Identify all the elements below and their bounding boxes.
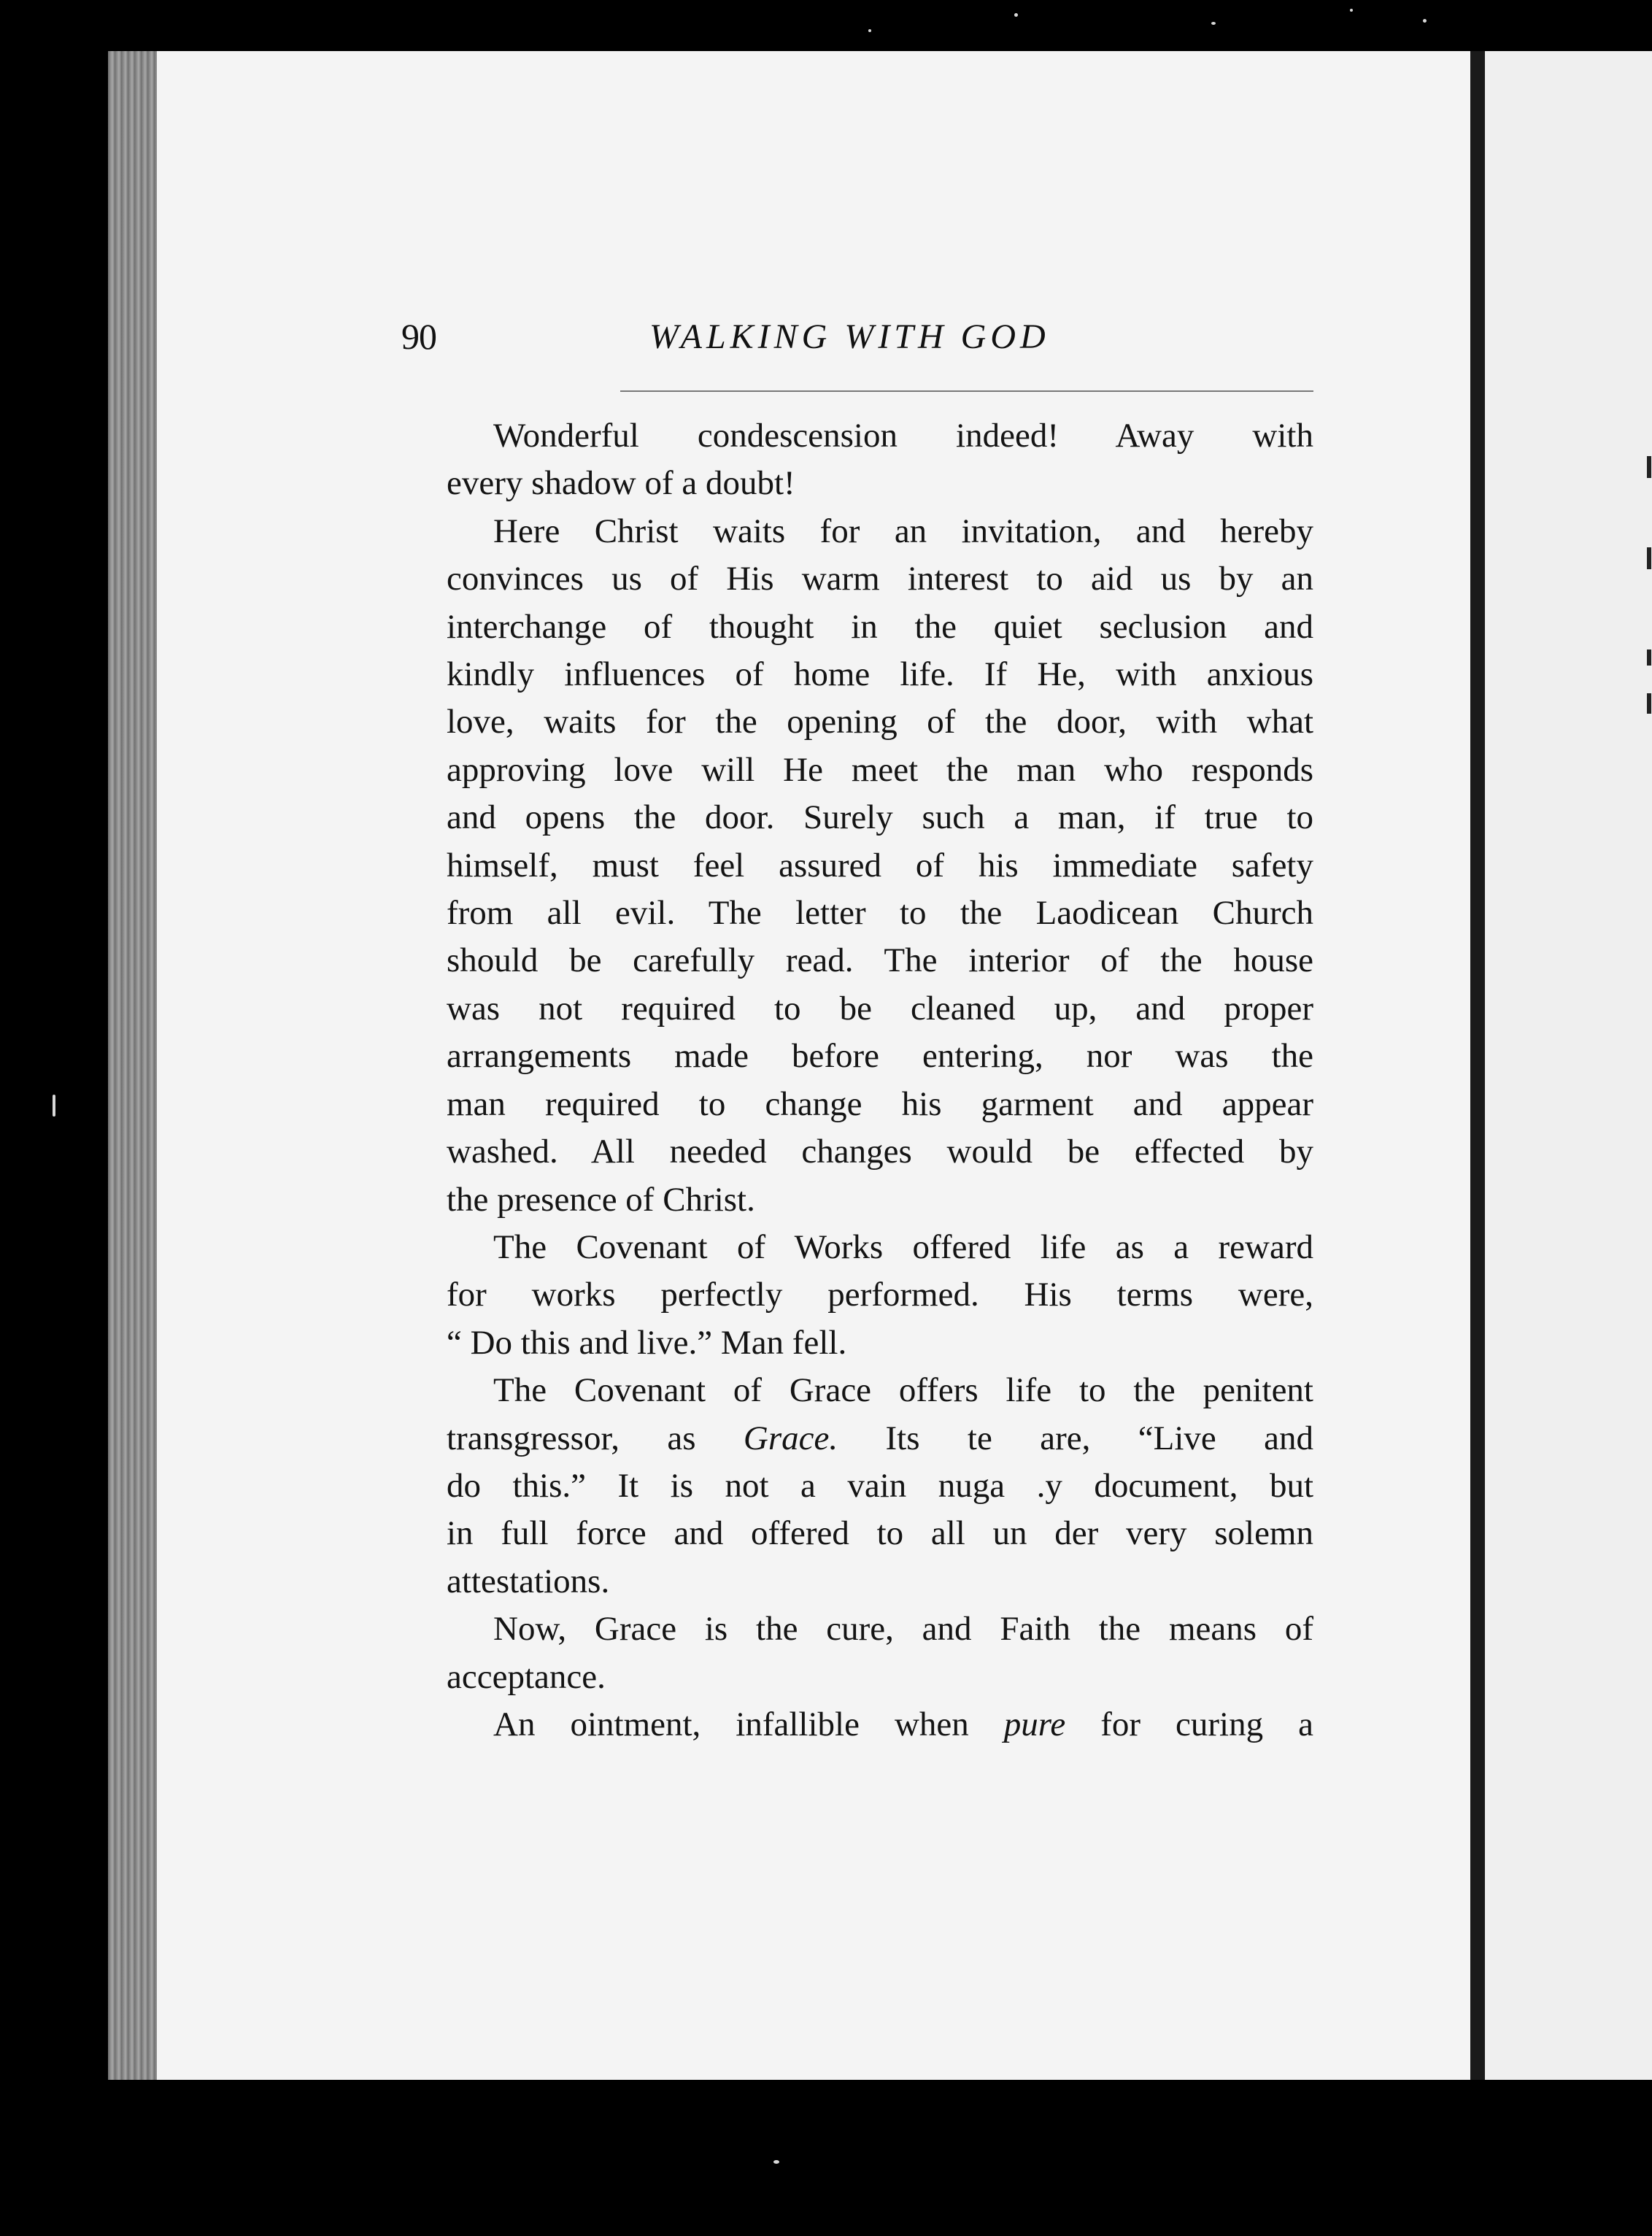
paragraph: [400, 1605, 1313, 1701]
running-title: WALKING WITH GOD: [649, 317, 1050, 356]
film-edge-left: [108, 51, 161, 2080]
text-line: acceptance.: [447, 1657, 606, 1696]
text-line: kindly influences of home life. If He, with anxious: [447, 655, 1313, 694]
paragraph: [400, 1367, 1313, 1605]
text-line: was not required to be cleaned up, and proper: [447, 989, 1313, 1028]
text-line: from all evil. The letter to the Laodicean Church: [447, 894, 1313, 933]
text-line: washed. All needed changes would be effected by: [447, 1133, 1313, 1171]
text-line: convinces us of His warm interest to aid us by an: [447, 560, 1313, 598]
text-line: [400, 1415, 1313, 1462]
text-line: man required to change his garment and appear: [447, 1084, 1313, 1123]
text-line: The Covenant of Grace offers life to the penitent: [493, 1371, 1313, 1410]
running-head: [401, 315, 1313, 374]
text-line: and opens the door. Surely such a man, if true to: [447, 798, 1313, 837]
text-fragment: An ointment, infallible when: [493, 1705, 1004, 1743]
text-line: for works perfectly performed. His terms were,: [447, 1276, 1313, 1314]
text-line: interchange of thought in the quiet seclusion and: [447, 607, 1313, 646]
text-line: himself, must feel assured of his immediate safety: [447, 846, 1313, 884]
italic-word: Grace.: [743, 1419, 838, 1457]
text-line: The Covenant of Works offered life as a reward: [493, 1227, 1313, 1266]
text-fragment: transgressor, as: [447, 1419, 744, 1457]
paragraph: [400, 1701, 1313, 1749]
header-rule: [620, 390, 1313, 392]
italic-word: pure: [1003, 1705, 1066, 1743]
text-line: [400, 1701, 1313, 1749]
paragraph: [400, 412, 1313, 508]
text-fragment: for curing a: [1065, 1705, 1313, 1743]
text-line: do this.” It is not a vain nuga .y document, but: [447, 1466, 1313, 1505]
text-line: should be carefully read. The interior of the house: [447, 941, 1313, 980]
body-text: [400, 412, 1313, 1749]
page-number: 90: [401, 316, 436, 357]
text-line: Here Christ waits for an invitation, and hereby: [493, 512, 1313, 550]
text-line: attestations.: [447, 1562, 610, 1600]
text-line: arrangements made before entering, nor was the: [447, 1037, 1313, 1076]
facing-page-edge: [1485, 51, 1652, 2080]
text-line: approving love will He meet the man who responds: [447, 750, 1313, 789]
text-line: Now, Grace is the cure, and Faith the means of: [493, 1610, 1313, 1649]
paragraph: [400, 1224, 1313, 1367]
text-line: every shadow of a doubt!: [447, 464, 795, 503]
text-line: Wonderful condescension indeed! Away with: [493, 417, 1313, 455]
text-line: the presence of Christ.: [447, 1180, 755, 1219]
paragraph: [400, 508, 1313, 1224]
text-line: love, waits for the opening of the door, with what: [447, 703, 1313, 741]
text-line: “ Do this and live.” Man fell.: [447, 1323, 847, 1362]
book-gutter: [1470, 51, 1485, 2080]
text-line: in full force and offered to all un der very solemn: [447, 1514, 1313, 1553]
text-fragment: Its te are, “Live and: [838, 1419, 1313, 1457]
